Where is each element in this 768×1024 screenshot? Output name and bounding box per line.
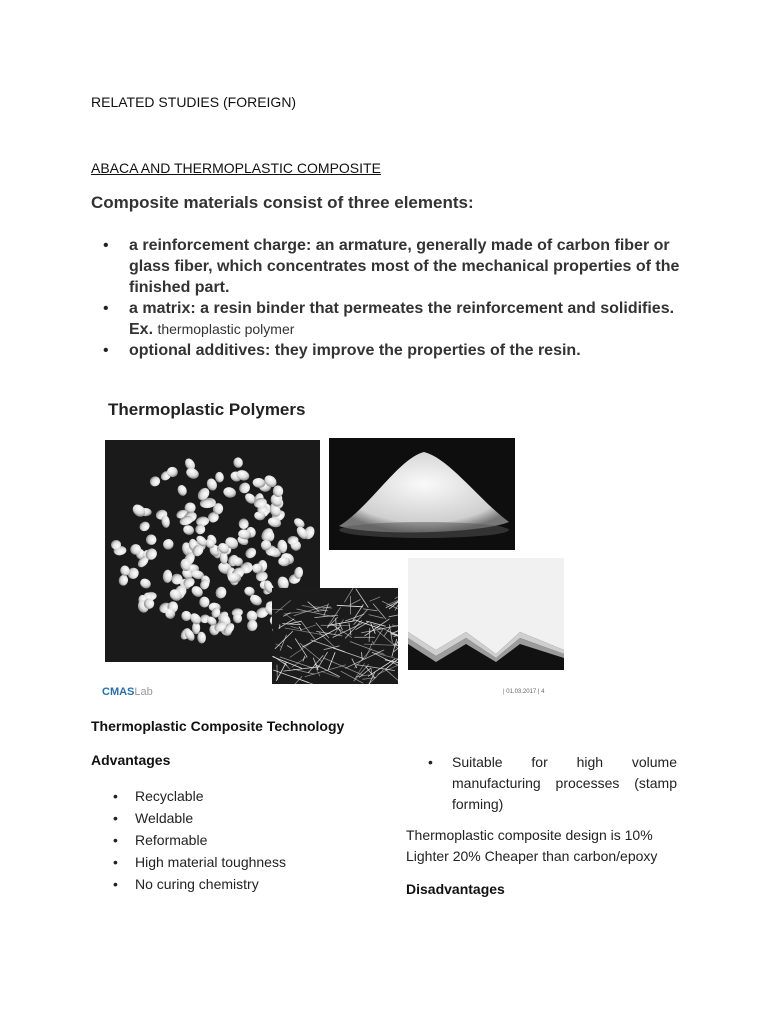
fiber-strand — [395, 588, 398, 599]
fiber-strand — [389, 611, 398, 617]
powder-photo — [329, 438, 515, 550]
list-item — [100, 340, 690, 361]
list-item — [113, 873, 286, 895]
pellet-shape — [138, 577, 152, 591]
pellet-shape — [214, 585, 228, 600]
fiber-strand — [369, 615, 384, 619]
figure-title: Thermoplastic Polymers — [108, 400, 306, 419]
disadvantages-title: Disadvantages — [406, 881, 505, 897]
element-text: optional additives: they improve the properties of the resin. — [129, 342, 581, 359]
cmaslab-logo — [102, 686, 153, 698]
fiber-strand — [344, 588, 354, 602]
technology-title: Thermoplastic Composite Technology — [91, 718, 345, 734]
list-item — [113, 807, 286, 829]
fiber-strand — [305, 665, 346, 677]
fiber-strand — [301, 621, 315, 640]
fiber-strand — [321, 671, 339, 677]
fiber-strand — [315, 664, 340, 677]
fiber-strand — [345, 620, 362, 638]
pellet-shape — [185, 466, 201, 480]
bullet-glyph: • — [113, 788, 118, 804]
bullet-glyph: • — [103, 342, 109, 359]
fiber-strand — [300, 625, 315, 630]
fiber-strand — [350, 642, 385, 655]
advantages-title: Advantages — [91, 752, 171, 768]
pellet-shape — [247, 619, 258, 631]
fiber-strand — [272, 629, 273, 645]
pellet-shape — [162, 569, 172, 583]
fiber-strand — [356, 589, 369, 608]
fiber-strand — [300, 643, 322, 661]
pellet-shape — [161, 537, 176, 552]
list-item — [100, 298, 690, 340]
fiber-strand — [275, 631, 293, 649]
fiber-strand — [275, 600, 290, 613]
element-example: thermoplastic polymer — [157, 321, 295, 337]
slide-footer: | 01.03.2017 | 4 — [503, 689, 545, 695]
list-item — [113, 851, 286, 873]
list-item — [100, 235, 690, 298]
pellet-shape — [176, 484, 188, 498]
pellet-shape — [222, 486, 237, 499]
right-bullet-item — [428, 752, 677, 815]
pellet-shape — [199, 597, 209, 608]
advantage-text: Recyclable — [135, 788, 204, 804]
advantage-text: High material toughness — [135, 854, 286, 870]
list-item — [113, 829, 286, 851]
right-bullet-text: Suitable for high volume manufacturing processes (stamp forming) — [452, 754, 677, 812]
fiber-strand — [370, 597, 381, 601]
element-text: a matrix: a resin binder that permeates the reinforcement and solidifies. Ex. — [129, 300, 675, 338]
fiber-strand — [371, 668, 372, 674]
pellet-shape — [138, 520, 152, 533]
advantage-text: No curing chemistry — [135, 876, 259, 892]
bullet-glyph: • — [113, 876, 118, 892]
fiber-strand — [389, 589, 398, 609]
fiber-strand — [293, 669, 314, 674]
heading-composite-elements: Composite materials consist of three elements: — [91, 193, 474, 212]
bullet-glyph: • — [113, 832, 118, 848]
pellet-shape — [237, 480, 252, 495]
fiber-strand — [328, 652, 335, 669]
element-text: a reinforcement charge: an armature, generally made of carbon fiber or glass fiber, which concentrates most of the mechanical properties of the finished part. — [129, 237, 680, 296]
pellet-shape — [239, 518, 249, 529]
fiber-strand — [361, 625, 398, 633]
pellet-shape — [243, 546, 258, 561]
fiber-strand — [333, 648, 365, 659]
pellet-shape — [232, 457, 243, 469]
fiber-strand — [391, 615, 398, 634]
bullet-glyph: • — [428, 754, 433, 770]
advantage-text: Reformable — [135, 832, 208, 848]
elements-list — [100, 235, 690, 361]
pellet-shape — [214, 471, 224, 483]
fiber-strand — [369, 628, 370, 642]
fiber-strand — [337, 605, 363, 607]
fiber-strand — [272, 609, 283, 610]
pellet-shape — [197, 631, 206, 643]
pellet-shape — [118, 574, 129, 586]
advantages-list — [113, 785, 286, 895]
list-item — [113, 785, 286, 807]
pellet-shape — [148, 475, 162, 489]
heading-related-studies: RELATED STUDIES (FOREIGN) — [91, 94, 297, 110]
logo-lab: Lab — [134, 686, 153, 698]
fiber-strand — [291, 626, 299, 629]
sheets-photo — [408, 558, 564, 670]
design-text: Thermoplastic composite design is 10% Lighter 20% Cheaper than carbon/epoxy — [406, 827, 658, 864]
pellet-shape — [144, 533, 158, 547]
fibers-photo — [272, 588, 398, 684]
fiber-strand — [277, 665, 278, 680]
bullet-glyph: • — [113, 854, 118, 870]
fiber-strand — [362, 652, 363, 660]
bullet-glyph: • — [103, 237, 109, 254]
fiber-strand — [363, 609, 377, 611]
fiber-strand — [314, 610, 326, 611]
heading-abaca-composite: ABACA AND THERMOPLASTIC COMPOSITE — [91, 160, 381, 176]
fiber-strand — [287, 645, 292, 648]
bullet-glyph: • — [103, 300, 109, 317]
fiber-strand — [372, 652, 398, 669]
logo-main: CMAS — [102, 686, 135, 698]
advantage-text: Weldable — [135, 810, 194, 826]
fiber-strand — [349, 600, 360, 606]
pellet-shape — [182, 524, 195, 536]
bullet-glyph: • — [113, 810, 118, 826]
fiber-strand — [385, 669, 398, 684]
